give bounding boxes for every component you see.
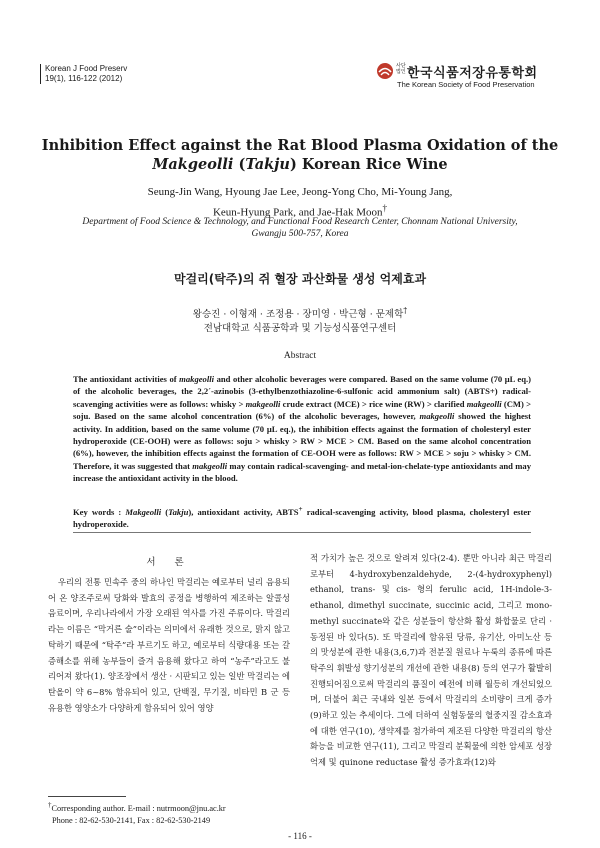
keywords [73, 503, 531, 531]
society-type-label: 사단법인 [396, 63, 406, 75]
section-heading-introduction: 서 론 [146, 557, 192, 568]
footnote [48, 800, 298, 827]
footnote-line-1 [48, 800, 298, 815]
abstract-divider [73, 532, 531, 533]
keywords-label: Key words : [73, 506, 122, 517]
affiliation [40, 216, 560, 240]
corresponding-mark: † [382, 203, 388, 213]
korean-department: 전남대학교 식품공학과 및 기능성식품연구센터 [203, 323, 397, 335]
page-number: - 116 - [288, 831, 312, 841]
korean-title: 막걸리(탁주)의 쥐 혈장 과산화물 생성 억제효과 [173, 272, 427, 286]
korean-names: 왕승진 · 이형재 · 조정용 · 장미영 · 박근형 · 문제학 [192, 309, 404, 321]
journal-reference [40, 64, 127, 84]
society-name-korean: 한국식품저장유통학회 [407, 66, 538, 81]
title-line-2 [40, 155, 560, 174]
journal-volume: 19(1), 116-122 (2012) [45, 74, 123, 83]
body-column-right [310, 551, 552, 771]
authors-names-2: Keun-Hyung Park, and Jae-Hak Moon [212, 206, 383, 219]
authors-line-1: Seung-Jin Wang, Hyoung Jae Lee, Jeong-Yong Cho, Mi-Young Jang, [147, 186, 453, 198]
affiliation-line-2: Gwangju 500-757, Korea [251, 229, 349, 239]
abstract-heading: Abstract [283, 351, 317, 361]
footnote-email: Corresponding author. E-mail : nutrmoon@jnu.ac.kr [51, 803, 226, 813]
society-name-english: The Korean Society of Food Preservation [397, 80, 535, 89]
keywords-paren: ( [161, 506, 169, 517]
body-paragraph-right: 적 가치가 높은 것으로 알려져 있다(2-4). 뿐만 아니라 최근 막걸리로부터 4-hydroxybenzaldehyde, 2-(4-hydroxyphenyl) ethanol, trans- 및 cis- 형의 ferulic acid, 1H-indole-3-ethanol, dimethyl succinate, succinic acid, 그리고 mono-methyl succinate와 같은 성분들이 항산화 활성 화합물로 단리 · 동정된 바 있다(5). 또 막걸리에 함유된 당류, 유기산, 아미노산 등의 맛성분에 관한 내용(3,6,7)과 전분질 원료나 누룩의 종류에 따른 탁주의 휘발성 향기성분의 개선에 관한 내용(8) 등의 연구가 활발히 진행되어짐으로써 막걸리의 품질이 예전에 비해 월등히 개선되었으며, 더불어 최근 국내와 일본 등에서 막걸리의 소비량이 크게 증가(9)하고 있는 추세이다. 그에 더하여 실험동물의 혈중지질 감소효과에 대한 연구(10), 생약제를 첨가하여 제조된 다양한 막걸리의 항산화능을 비교한 연구(11), 그리고 막걸리 분획물에 의한 암세포 성장 억제 및 quinone reductase 활성 증가효과(12)와 [310, 553, 552, 768]
body-column-left [48, 553, 290, 716]
title-makgeolli: Makgeolli [152, 156, 234, 173]
paper-title [40, 136, 560, 174]
keywords-sup: + [298, 505, 303, 513]
title-takju: Takju [245, 156, 290, 173]
keywords-part-2: ), antioxidant activity, ABTS [188, 506, 299, 517]
title-line-1: Inhibition Effect against the Rat Blood Plasma Oxidation of the [41, 137, 559, 154]
society-logo-icon [376, 62, 394, 80]
keyword-takju: Takju [168, 506, 189, 517]
title-rest: ) Korean Rice Wine [289, 156, 448, 173]
title-paren: ( [233, 156, 246, 173]
footnote-line-2: Phone : 82-62-530-2141, Fax : 82-62-530-2149 [52, 815, 211, 825]
affiliation-line-1: Department of Food Science & Technology, and Functional Food Research Center, Chonnam National University, [82, 217, 518, 227]
footnote-mark: † [48, 802, 52, 809]
body-paragraph-left: 우리의 전통 민속주 중의 하나인 막걸리는 예로부터 널리 음용되어 온 양조주로써 당화와 발효의 공정을 병행하여 제조하는 알콜성 음료이며, 우리나라에서 가장 오래된 역사를 가진 주류이다. 막걸리라는 이름은 “막거른 술”이라는 의미에서 유래한 것으로, 맑지 않고 탁하기 때문에 “탁주”라 부르기도 하고, 예로부터 식량대용 또는 갈증해소를 위해 농부들이 즐겨 음용해 왔다고 하여 “농주”라고도 불리어져 왔다(1). 양조장에서 생산 · 시판되고 있는 일반 막걸리는 에탄올이 약 6~8% 함유되어 있고, 단백질, 무기질, 비타민 B 군 등 유용한 영양소가 다양하게 함유되어 있어 영양 [48, 577, 290, 713]
footnote-divider [48, 796, 126, 797]
keywords-part-3: radical-scavenging activity, blood plasma, cholesteryl ester hydroperoxide. [73, 506, 531, 530]
keyword-makgeolli: Makgeolli [125, 506, 162, 517]
korean-corresponding-mark: † [403, 306, 408, 315]
abstract-text: The antioxidant activities of makgeolli and other alcoholic beverages were compared. Based on the same volume (70 μL eq.) of the alcoholic beverages, the 2,2´-azinobis (3-ethylbenzothiazoline-6-sulfonic acid ammonium salt) (ABTS+) radical-scavenging activities were as follows: whisky > makgeolli crude extract (MCE) > rice wine (RW) > clarified makgeolli (CM) > soju. Based on the same alcohol concentration (6%) of the alcoholic beverages, however, makgeolli showed the highest activity. In addition, based on the same volume (70 μL eq.), the inhibition effects against the formation of cholesteryl ester hydroperoxide (CE-OOH) were as follows: soju > whisky > RW > MCE > CM. Based on the same alcohol concentration (6%), however, the inhibition effects against the formation of CE-OOH were as follows: RW > MCE > soju > whisky > CM. Therefore, it was suggested that makgeolli may contain radical-scavenging- and metal-ion-chelate-type antioxidants and may increase the antioxidant activity in the blood. [73, 374, 532, 484]
korean-names-line [40, 304, 560, 322]
journal-name: Korean J Food Preserv [45, 64, 128, 73]
korean-author-list [40, 304, 560, 336]
